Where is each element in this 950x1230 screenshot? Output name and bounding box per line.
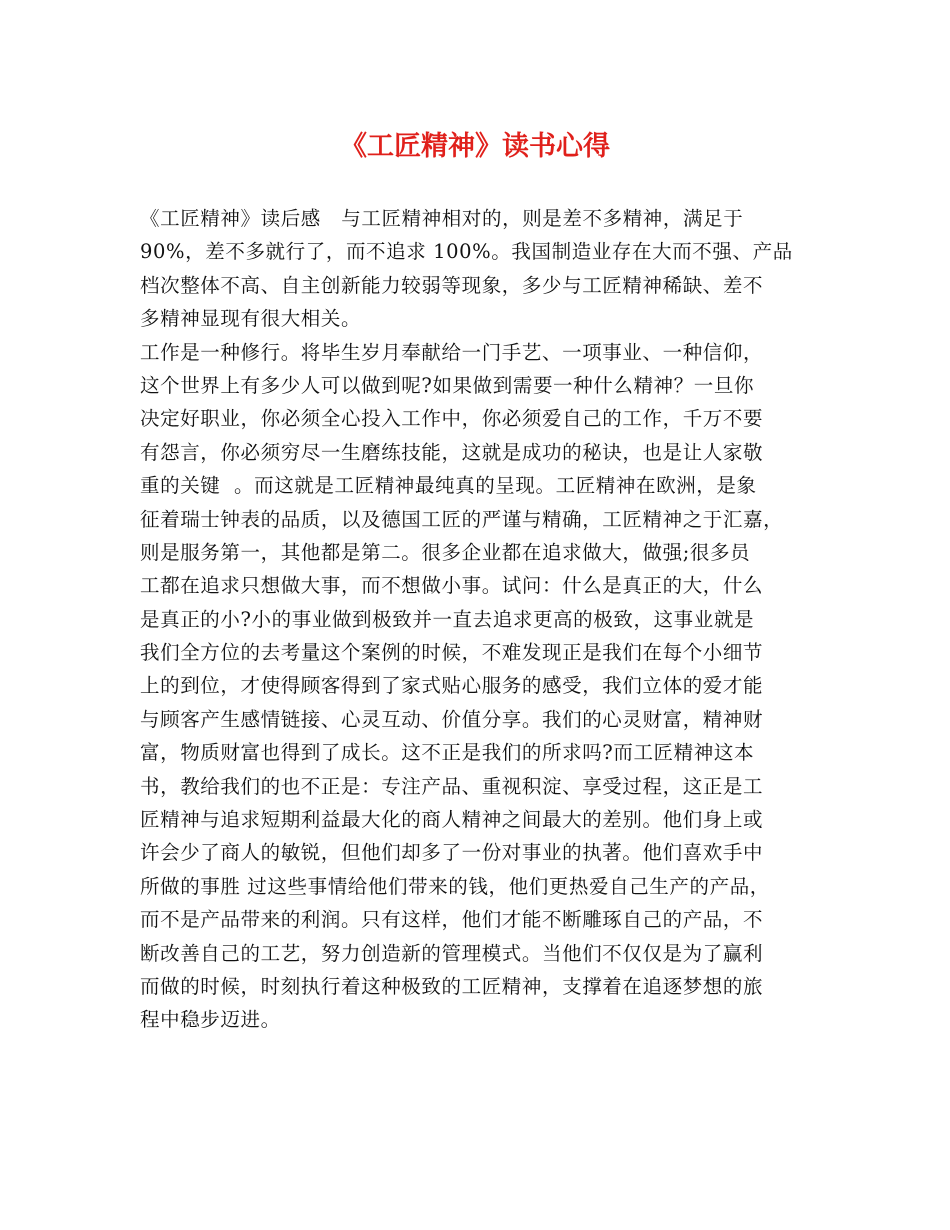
body-line: 与顾客产生感情链接、心灵互动、价值分享。我们的心灵财富，精神财 (140, 707, 764, 731)
body-line: 工作是一种修行。将毕生岁月奉献给一门手艺、一项事业、一种信仰， (140, 340, 764, 364)
body-line: 则是服务第一，其他都是第二。很多企业都在追求做大，做强;很多员 (140, 540, 751, 564)
body-line: 决定好职业，你必须全心投入工作中，你必须爱自己的工作，千万不要 (140, 407, 764, 431)
body-line: 有怨言，你必须穷尽一生磨练技能，这就是成功的秘诀，也是让人家敬 (140, 440, 764, 464)
body-line: 多精神显现有很大相关。 (140, 307, 362, 331)
body-line: 征着瑞士钟表的品质，以及德国工匠的严谨与精确，工匠精神之于汇嘉， (140, 507, 784, 531)
body-line: 而做的时候，时刻执行着这种极致的工匠精神，支撑着在追逐梦想的旅 (140, 974, 764, 998)
body-line: 富，物质财富也得到了成长。这不正是我们的所求吗?而工匠精神这本 (140, 741, 755, 765)
body-line: 工都在追求只想做大事，而不想做小事。试问：什么是真正的大，什么 (140, 574, 764, 598)
body-line: 是真正的小?小的事业做到极致并一直去追求更高的极致，这事业就是 (140, 607, 755, 631)
body-line: 重的关键 。而这就是工匠精神最纯真的呈现。工匠精神在欧洲，是象 (140, 474, 757, 498)
body-line: 所做的事胜 过这些事情给他们带来的钱，他们更热爱自己生产的产品， (140, 874, 770, 898)
body-line: 而不是产品带来的利润。只有这样，他们才能不断雕琢自己的产品，不 (140, 908, 764, 932)
body-line: 这个世界上有多少人可以做到呢?如果做到需要一种什么精神？一旦你 (140, 373, 755, 397)
body-line: 程中稳步迈进。 (140, 1008, 281, 1032)
body-line: 我们全方位的去考量这个案例的时候，不难发现正是我们在每个小细节 (140, 641, 764, 665)
body-line: 许会少了商人的敏锐，但他们却多了一份对事业的执著。他们喜欢手中 (140, 841, 764, 865)
body-line: 90%，差不多就行了，而不追求 100%。我国制造业存在大而不强、产品 (140, 240, 793, 264)
body-line: 档次整体不高、自主创新能力较弱等现象，多少与工匠精神稀缺、差不 (140, 273, 764, 297)
body-line: 断改善自己的工艺，努力创造新的管理模式。当他们不仅仅是为了赢利 (140, 941, 764, 965)
document-body (140, 202, 820, 1037)
body-line: 《工匠精神》读后感 与工匠精神相对的，则是差不多精神，满足于 (140, 207, 744, 230)
document-title: 《工匠精神》读书心得 (340, 131, 610, 162)
body-line: 匠精神与追求短期利益最大化的商人精神之间最大的差别。他们身上或 (140, 808, 764, 832)
body-line: 上的到位，才使得顾客得到了家式贴心服务的感受，我们立体的爱才能 (140, 674, 764, 698)
body-line: 书，教给我们的也不正是：专注产品、重视积淀、享受过程，这正是工 (140, 774, 764, 798)
